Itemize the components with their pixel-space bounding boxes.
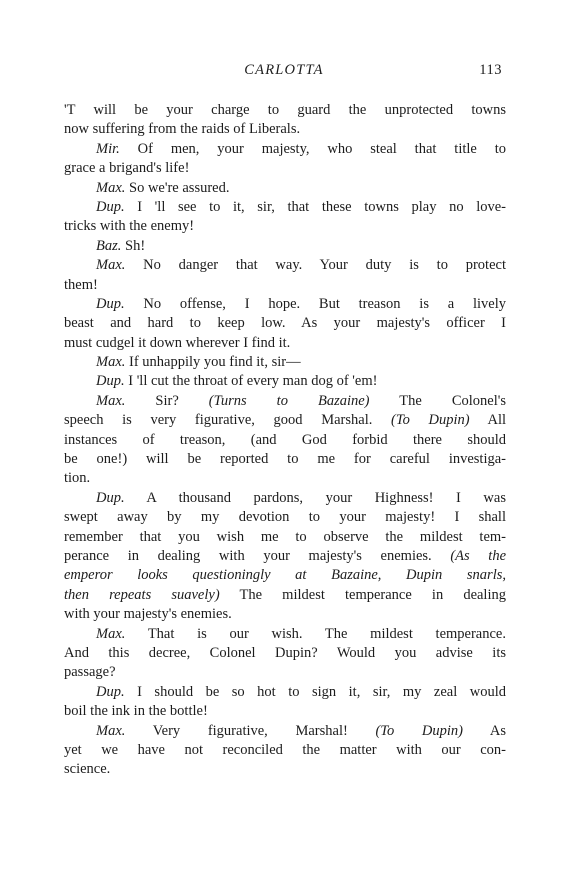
text-line [64,489,506,508]
line-text: passage? [64,664,116,681]
text-line [64,295,506,314]
line-text: I should be so hot to sign it, sir, my zeal would [124,683,506,700]
line-text: them! [64,276,98,293]
text-line [64,547,506,566]
text-line [64,508,506,527]
text-line [64,605,506,624]
text-line [64,450,506,469]
text-line [64,431,506,450]
speaker-name: Dup. [96,683,125,700]
line-text: 'T will be your charge to guard the unprotected towns [64,102,506,118]
text-line [64,663,506,682]
line-text: If unhappily you find it, sir— [125,354,301,371]
text-line [64,334,506,353]
speaker-name: Max. [96,392,126,409]
text-line [64,237,506,256]
line-text: instances of treason, (and God forbid there should [64,431,506,448]
text-line [64,101,506,120]
text-line [64,586,506,605]
text-line [64,722,506,741]
line-text: perance in dealing with your majesty's enemies. [64,547,451,564]
line-text: be one!) will be reported to me for careful investiga- [64,451,506,468]
speaker-name: Max. [96,257,126,274]
text-line [64,702,506,721]
line-text: Sh! [121,237,146,254]
speaker-name: Baz. [96,237,122,254]
text-line [64,314,506,333]
text-line [64,683,506,702]
line-text: All [469,412,507,429]
line-text: swept away by my devotion to your majesty! I shall [64,509,506,526]
line-text: grace a brigand's life! [64,160,190,177]
text-line [64,120,506,139]
line-text: That is our wish. The mildest temperance. [125,625,506,642]
line-text: with your majesty's enemies. [64,606,232,623]
text-line [64,159,506,178]
text-line [64,392,506,411]
line-text: I 'll cut the throat of every man dog of 'em! [124,373,378,390]
text-line [64,256,506,275]
stage-direction: (To Dupin) [375,722,464,739]
page-number: 113 [479,62,502,78]
line-text: So we're assured. [125,179,230,196]
line-text: must cudgel it down wherever I find it. [64,334,291,351]
speaker-name: Dup. [96,295,125,312]
play-text [64,101,506,780]
text-line [64,179,506,198]
text-line [64,566,506,585]
text-line [64,198,506,217]
line-text: speech is very figurative, good Marshal. [64,412,392,429]
speaker-name: Max. [96,354,126,371]
running-title: CARLOTTA [244,62,324,78]
speaker-name: Max. [96,179,126,196]
line-text: A thousand pardons, your Highness! I was [124,489,506,506]
line-text: I 'll see to it, sir, that these towns play no love- [124,198,506,215]
line-text: yet we have not reconciled the matter with our con- [64,741,506,758]
line-text: The Colonel's [369,392,506,409]
line-text: science. [64,761,111,778]
line-text: remember that you wish me to observe the mildest tem- [64,528,506,545]
line-text: boil the ink in the bottle! [64,703,208,720]
text-line [64,528,506,547]
stage-direction: emperor looks questioningly at Bazaine, Dupin snarls, [64,567,506,584]
text-line [64,140,506,159]
line-text: Sir? [125,392,209,409]
line-text: The mildest temperance in dealing [219,586,506,603]
text-line [64,372,506,391]
stage-direction: (As the [450,547,507,564]
speaker-name: Mir. [96,140,120,157]
line-text: now suffering from the raids of Liberals. [64,121,301,138]
text-line [64,217,506,236]
text-line [64,411,506,430]
line-text: Of men, your majesty, who steal that title to [119,140,506,157]
line-text: No offense, I hope. But treason is a lively [124,295,506,312]
line-text: tion. [64,470,91,487]
text-line [64,625,506,644]
line-text: beast and hard to keep low. As your majesty's officer I [64,315,506,332]
line-text: tricks with the enemy! [64,218,195,235]
speaker-name: Max. [96,722,126,739]
speaker-name: Dup. [96,373,125,390]
line-text: And this decree, Colonel Dupin? Would you advise its [64,644,506,661]
text-line [64,644,506,663]
text-line [64,741,506,760]
line-text: Very figurative, Marshal! [125,722,376,739]
stage-direction: (Turns to Bazaine) [208,392,370,409]
text-line [64,760,506,779]
speaker-name: Max. [96,625,126,642]
line-text: No danger that way. Your duty is to protect [125,257,506,274]
text-line [64,276,506,295]
text-line [64,469,506,488]
line-text: As [463,722,506,739]
text-line [64,353,506,372]
stage-direction: (To Dupin) [391,412,470,429]
speaker-name: Dup. [96,489,125,506]
page-header [64,62,504,82]
stage-direction: then repeats suavely) [64,586,220,603]
speaker-name: Dup. [96,198,125,215]
